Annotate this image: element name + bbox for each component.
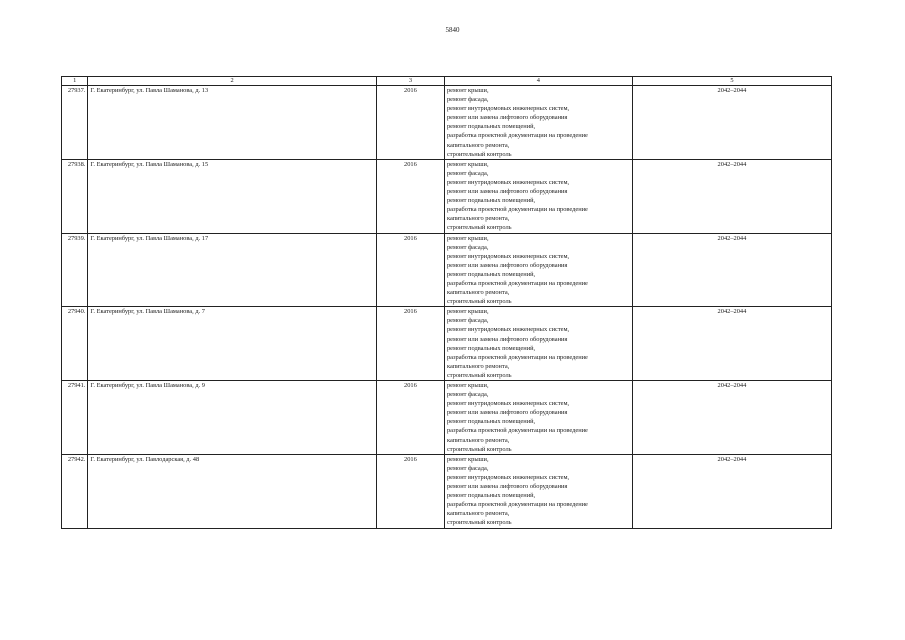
work-item: строительный контроль — [446, 298, 512, 306]
work-item: ремонт крыши, — [446, 234, 489, 242]
work-item: ремонт внутридомовых инженерных систем, — [446, 400, 570, 408]
period-cell: 2042–2044 — [632, 381, 831, 455]
work-item: разработка проектной документации на проведение — [446, 132, 588, 140]
work-item: капитального ремонта, — [446, 141, 510, 149]
table-row — [62, 381, 832, 455]
work-item: разработка проектной документации на проведение — [446, 501, 588, 509]
address-cell: Г. Екатеринбург, ул. Павла Шаманова, д. 7 — [88, 307, 376, 381]
work-item: капитального ремонта, — [446, 362, 510, 370]
work-item: строительный контроль — [446, 371, 512, 379]
work-item: разработка проектной документации на проведение — [446, 206, 588, 214]
work-item: ремонт крыши, — [446, 382, 489, 389]
work-item: ремонт крыши, — [446, 87, 489, 94]
work-item: ремонт или замена лифтового оборудования — [446, 188, 568, 196]
col-header-2: 2 — [88, 77, 376, 86]
work-item: ремонт внутридомовых инженерных систем, — [446, 178, 570, 186]
work-item: строительный контроль — [446, 445, 512, 453]
work-item: ремонт или замена лифтового оборудования — [446, 261, 568, 269]
work-item: ремонт или замена лифтового оборудования — [446, 483, 568, 491]
address-cell: Г. Екатеринбург, ул. Павла Шаманова, д. 17 — [88, 233, 376, 307]
work-item: капитального ремонта, — [446, 436, 510, 444]
work-item: ремонт внутридомовых инженерных систем, — [446, 473, 570, 481]
work-item: ремонт фасада, — [446, 317, 489, 325]
work-item: ремонт подвальных помещений, — [446, 123, 536, 131]
work-item: ремонт подвальных помещений, — [446, 270, 536, 278]
work-item: ремонт фасада, — [446, 96, 489, 104]
work-item: ремонт фасада, — [446, 243, 489, 251]
work-item: ремонт подвальных помещений, — [446, 492, 536, 500]
row-number-cell: 27937. — [62, 86, 88, 160]
year-cell: 2016 — [376, 381, 444, 455]
period-cell: 2042–2044 — [632, 159, 831, 233]
row-number-cell: 27939. — [62, 233, 88, 307]
address-cell: Г. Екатеринбург, ул. Павлодарская, д. 48 — [88, 454, 376, 528]
work-item: разработка проектной документации на проведение — [446, 353, 588, 361]
address-cell: Г. Екатеринбург, ул. Павла Шаманова, д. 13 — [88, 86, 376, 160]
col-header-5: 5 — [632, 77, 831, 86]
works-cell — [444, 307, 632, 381]
work-item: ремонт подвальных помещений, — [446, 418, 536, 426]
table-row — [62, 233, 832, 307]
table-row — [62, 454, 832, 528]
table-row — [62, 159, 832, 233]
col-header-4: 4 — [444, 77, 632, 86]
work-item: капитального ремонта, — [446, 510, 510, 518]
work-item: ремонт подвальных помещений, — [446, 344, 536, 352]
work-item: ремонт крыши, — [446, 308, 489, 316]
work-item: ремонт подвальных помещений, — [446, 197, 536, 205]
period-cell: 2042–2044 — [632, 233, 831, 307]
work-item: ремонт фасада, — [446, 169, 489, 177]
year-cell: 2016 — [376, 159, 444, 233]
table-row — [62, 307, 832, 381]
work-item: капитального ремонта, — [446, 289, 510, 297]
year-cell: 2016 — [376, 307, 444, 381]
work-item: ремонт или замена лифтового оборудования — [446, 114, 568, 122]
period-cell: 2042–2044 — [632, 454, 831, 528]
row-number-cell: 27940. — [62, 307, 88, 381]
row-number-cell: 27938. — [62, 159, 88, 233]
col-header-1: 1 — [62, 77, 88, 86]
work-item: ремонт или замена лифтового оборудования — [446, 335, 568, 343]
work-item: разработка проектной документации на проведение — [446, 279, 588, 287]
period-cell: 2042–2044 — [632, 307, 831, 381]
year-cell: 2016 — [376, 86, 444, 160]
work-item: ремонт крыши, — [446, 160, 489, 168]
address-cell: Г. Екатеринбург, ул. Павла Шаманова, д. 15 — [88, 159, 376, 233]
row-number-cell: 27941. — [62, 381, 88, 455]
work-item: разработка проектной документации на проведение — [446, 427, 588, 435]
works-cell — [444, 454, 632, 528]
work-item: строительный контроль — [446, 519, 512, 527]
work-item: ремонт внутридомовых инженерных систем, — [446, 252, 570, 260]
work-item: строительный контроль — [446, 224, 512, 232]
works-cell — [444, 233, 632, 307]
row-number-cell: 27942. — [62, 454, 88, 528]
period-cell: 2042–2044 — [632, 86, 831, 160]
work-item: ремонт фасада, — [446, 464, 489, 472]
year-cell: 2016 — [376, 233, 444, 307]
works-cell — [444, 159, 632, 233]
table-row — [62, 86, 832, 160]
work-item: ремонт или замена лифтового оборудования — [446, 409, 568, 417]
works-cell — [444, 381, 632, 455]
page-number: 5840 — [445, 26, 460, 34]
work-item: ремонт крыши, — [446, 455, 489, 463]
year-cell: 2016 — [376, 454, 444, 528]
works-cell — [444, 86, 632, 160]
work-item: ремонт фасада, — [446, 391, 489, 399]
work-item: ремонт внутридомовых инженерных систем, — [446, 105, 570, 113]
repair-schedule-table — [61, 76, 832, 529]
work-item: ремонт внутридомовых инженерных систем, — [446, 326, 570, 334]
column-number-row — [62, 77, 832, 86]
work-item: капитального ремонта, — [446, 215, 510, 223]
work-item: строительный контроль — [446, 150, 512, 158]
col-header-3: 3 — [376, 77, 444, 86]
address-cell: Г. Екатеринбург, ул. Павла Шаманова, д. 9 — [88, 381, 376, 455]
